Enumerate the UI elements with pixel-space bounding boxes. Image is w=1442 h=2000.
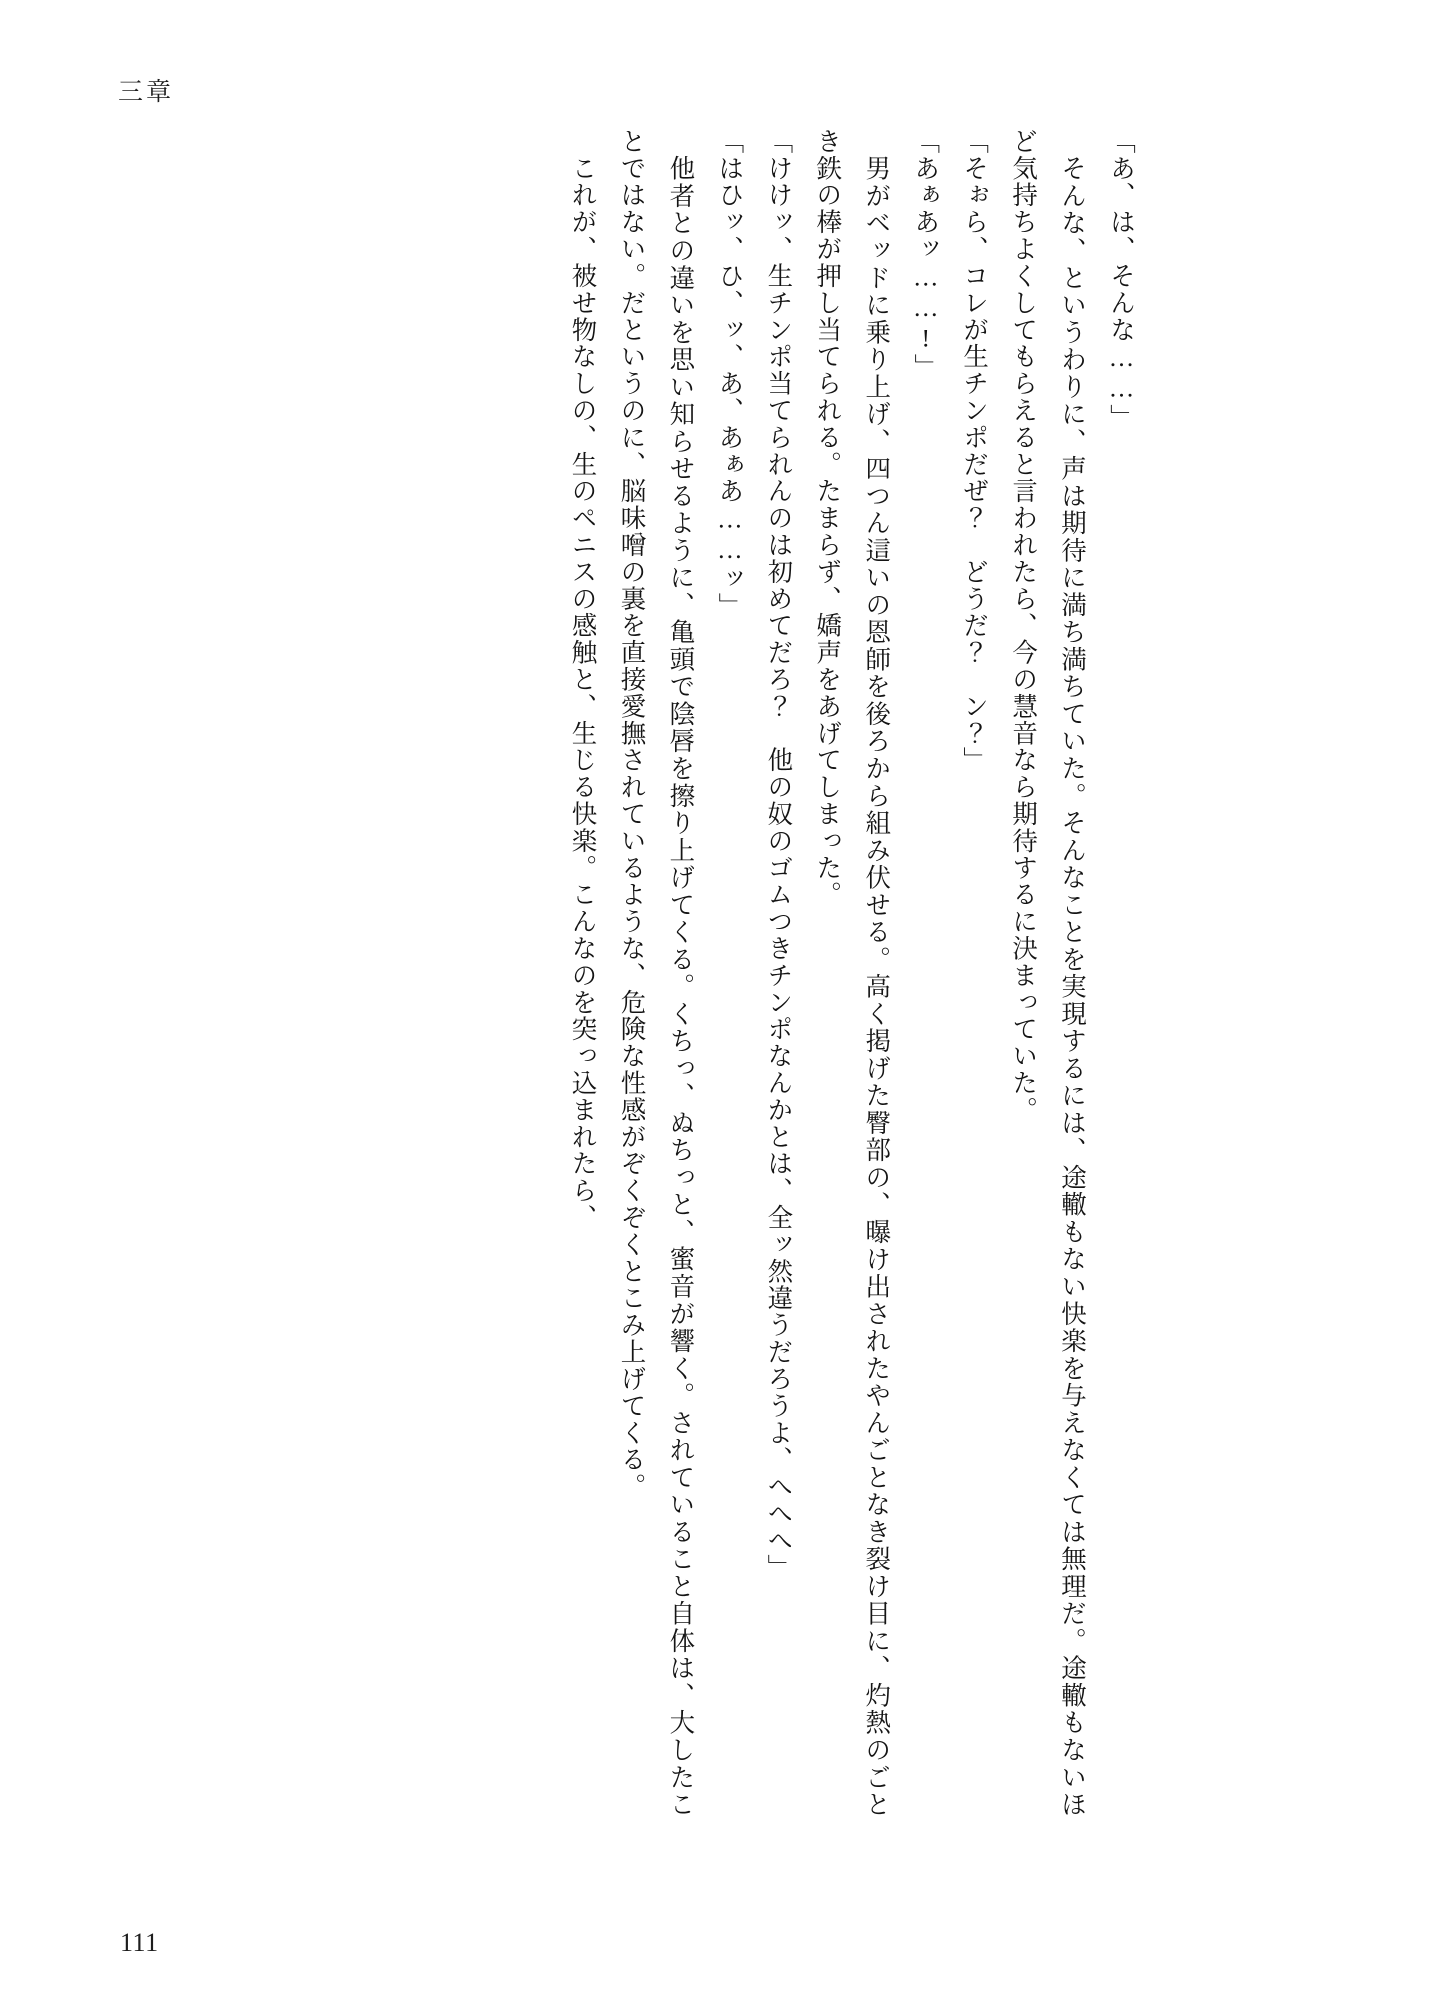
paragraph: 他者との違いを思い知らせるように、亀頭で陰唇を擦り上げてくる。くちっ、ぬちっと、蜜音が響く。されていること自体は、大したことではない。だというのに、脳味噌の裏を直接愛撫されているような、危険な性感がぞくぞくとこみ上げてくる。: [617, 128, 696, 1818]
paragraph: 「はひッ、ひ、ッ、あ、あぁあ……ッ」: [715, 128, 745, 620]
paragraph: 「そぉら、コレが生チンポだぜ？ どうだ？ ン？」: [960, 128, 990, 774]
paragraph: そんな、というわりに、声は期待に満ち満ちていた。そんなことを実現するには、途轍もない快楽を与えなくては無理だ。途轍もないほど気持ちよくしてもらえると言われたら、今の慧音なら期待するに決まっていた。: [1009, 128, 1088, 1818]
chapter-heading: 三章: [118, 79, 175, 106]
paragraph: 「あぁあッ……!」: [911, 128, 941, 381]
paragraph: 「あ、は、そんな……」: [1107, 128, 1136, 431]
paragraph: 男がベッドに乗り上げ、四つん這いの恩師を後ろから組み伏せる。高く掲げた臀部の、曝け出されたやんごとなき裂け目に、灼熱のごとき鉄の棒が押し当てられる。たまらず、嬌声をあげてしまった。: [813, 128, 892, 1818]
paragraph: 「けけッ、生チンポ当てられんのは初めてだろ？ 他の奴のゴムつきチンポなんかとは、全ッ然違うだろうよ、へへへ」: [764, 128, 794, 1581]
page-body: [110, 128, 1145, 1818]
paragraph: これが、被せ物なしの、生のペニスの感触と、生じる快楽。こんなのを突っ込まれたら、: [568, 128, 598, 1232]
page-number: 111: [120, 1928, 159, 1957]
